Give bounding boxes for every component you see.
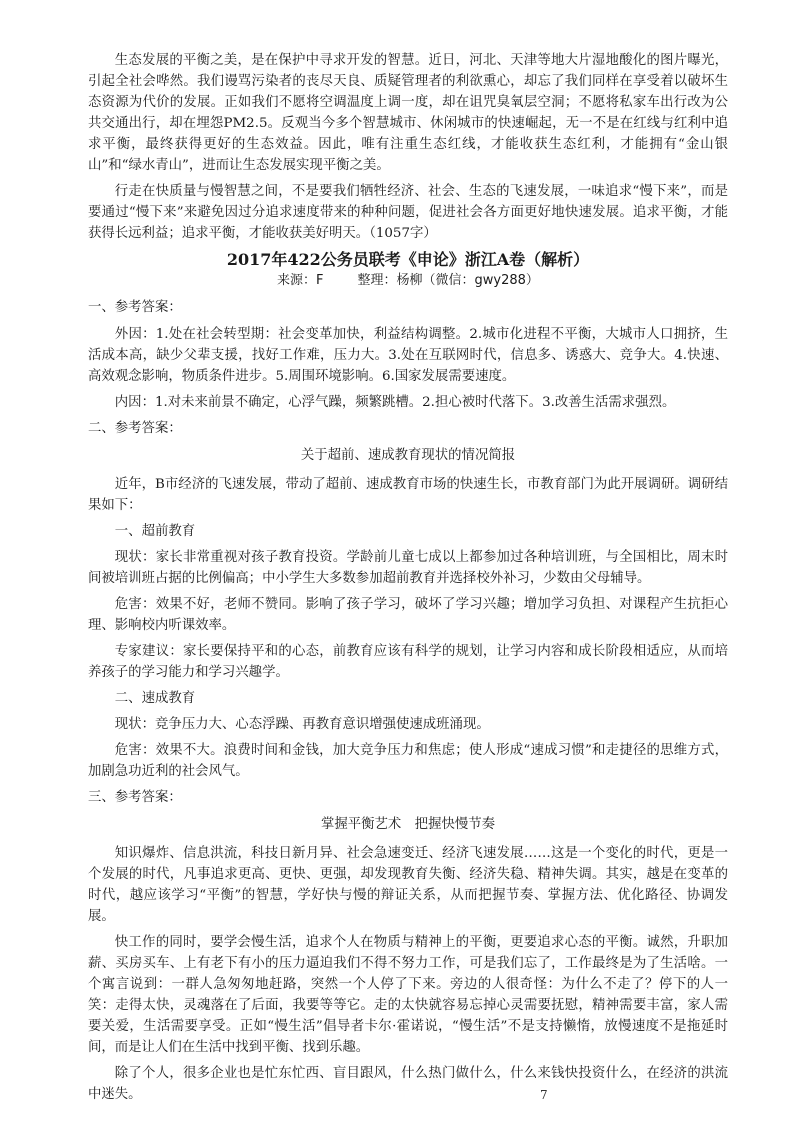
part1-status: 现状：家长非常重视对孩子教育投资。学龄前儿童七成以上都参加过各种培训班，与全国相比，周末时间被培训班占据的比例偏高；中小学生大多数参加超前教育并选择校外补习，少数由父母辅导。 [88, 550, 728, 586]
essay-paragraph-3: 除了个人，很多企业也是忙东忙西、盲目跟风，什么热门做什么，什么来钱快投资什么，在经济的洪流中迷失。 [88, 1066, 728, 1102]
intro-paragraph-1: 生态发展的平衡之美，是在保护中寻求开发的智慧。近日，河北、天津等地大片湿地酸化的图片曝光，引起全社会哗然。我们谩骂污染者的丧尽天良、质疑管理者的利欲熏心，却忘了我们同样在享受着以破坏生态资源为代价的发展。正如我们不愿将空调温度上调一度，却在诅咒臭氧层空洞；不愿将私家车出行改为公共交通出行，却在埋怨PM2.5。反观当今多个智慧城市、休闲城市的快速崛起，无一不是在红线与红利中追求平衡，最终获得更好的生态效益。因此，唯有注重生态红线，才能收获生态红利，才能拥有“金山银山”和“绿水青山”，进而让生态发展实现平衡之美。 [88, 53, 728, 173]
essay-title: 掌握平衡艺术 把握快慢节奏 [320, 817, 496, 832]
document-page [88, 50, 728, 1110]
intro-paragraph-2: 行走在快质量与慢智慧之间，不是要我们牺牲经济、社会、生态的飞速发展，一味追求“慢下来”，而是要通过“慢下来”来避免因过分追求速度带来的种种问题，促进社会各方面更好地快速发展。追求平衡，才能获得长远利益；追求平衡，才能收获美好明天。（1057字） [88, 184, 728, 241]
essay-paragraph-1: 知识爆炸、信息洪流，科技日新月异、社会急速变迁、经济飞速发展……这是一个变化的时代，更是一个发展的时代，凡事追求更高、更快、更强，却发现教育失衡、经济失稳、精神失调。其实，越是在变革的时代，越应该学习“平衡”的智慧，学好快与慢的辩证关系，从而把握节奏、掌握方法、优化路径、协调发展。 [88, 846, 728, 924]
section1-external: 外因：1.处在社会转型期：社会变革加快，利益结构调整。2.城市化进程不平衡，大城市人口拥挤，生活成本高，缺少父辈支援，找好工作难，压力大。3.处在互联网时代，信息多、诱惑大、竞争大。4.快速、高效观念影响，物质条件进步。5.周围环境影响。6.国家发展需要速度。 [88, 327, 728, 384]
essay-paragraph-2: 快工作的同时，要学会慢生活，追求个人在物质与精神上的平衡，更要追求心态的平衡。诚然，升职加薪、买房买车、上有老下有小的压力逼迫我们不得不努力工作，可是我们忘了，工作最终是为了生活啥。一个寓言说到：一群人急匆匆地赶路，突然一个人停了下来。旁边的人很奇怪：为什么不走了？停下的人一笑：走得太快，灵魂落在了后面，我要等等它。走的太快就容易忘掉心灵需要抚慰，精神需要丰富，家人需要关爱，生活需要享受。正如“慢生活”倡导者卡尔·霍诺说，“慢生活”不是支持懒惰，放慢速度不是拖延时间，而是让人们在生活中找到平衡、找到乐趣。 [88, 935, 728, 1055]
source-label: 来源：F [277, 273, 324, 288]
part2-harm: 危害：效果不大。浪费时间和金钱，加大竞争压力和焦虑；使人形成“速成习惯”和走捷径的思维方式，加剧急功近利的社会风气。 [88, 743, 728, 779]
page-number: 7 [540, 1088, 548, 1102]
section1-heading: 一、参考答案： [88, 300, 182, 315]
document-meta [88, 271, 728, 291]
part1-advice: 专家建议：家长要保持平和的心态，前教育应该有科学的规划，让学习内容和成长阶段相适应，从而培养孩子的学习能力和学习兴趣学。 [88, 644, 728, 680]
section1-internal: 内因：1.对未来前景不确定，心浮气躁，频繁跳槽。2.担心被时代落下。3.改善生活需求强烈。 [114, 395, 676, 410]
editor-label: 整理：杨柳（微信：gwy288） [357, 273, 539, 288]
report-intro: 近年，B市经济的飞速发展，带动了超前、速成教育市场的快速生长，市教育部门为此开展调研。调研结果如下： [88, 477, 728, 513]
document-title: 2017年422公务员联考《申论》浙江A卷（解析） [226, 250, 590, 269]
section3-heading: 三、参考答案： [88, 790, 182, 805]
part2-heading: 二、速成教育 [114, 691, 196, 706]
section2-heading: 二、参考答案： [88, 421, 182, 436]
part2-status: 现状：竞争压力大、心态浮躁、再教育意识增强使速成班涌现。 [114, 717, 490, 732]
part1-heading: 一、超前教育 [114, 524, 196, 539]
report-title: 关于超前、速成教育现状的情况简报 [300, 448, 516, 463]
part1-harm: 危害：效果不好，老师不赞同。影响了孩子学习，破坏了学习兴趣；增加学习负担、对课程产生抗拒心理、影响校内听课效率。 [88, 597, 728, 633]
